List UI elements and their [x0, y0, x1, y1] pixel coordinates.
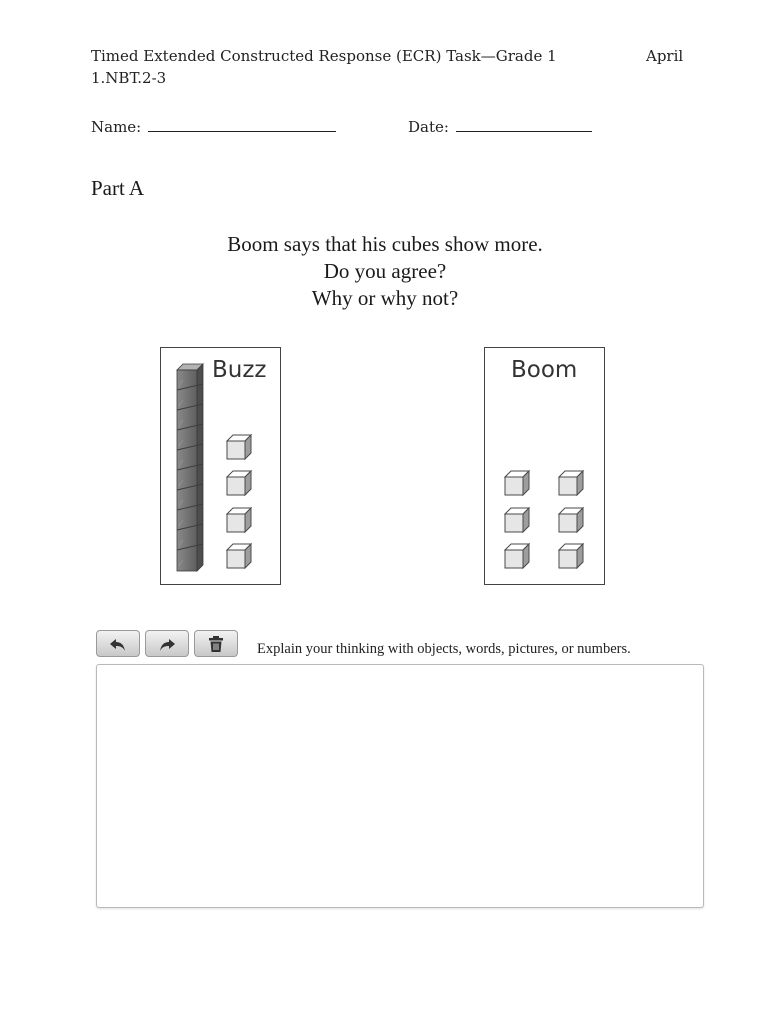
answer-drawing-area[interactable]: [96, 664, 704, 908]
unit-cube-icon: [225, 433, 253, 461]
month-label: April: [646, 47, 684, 65]
date-field[interactable]: [456, 117, 592, 132]
ten-rod-image: [174, 362, 204, 574]
trash-icon: [207, 635, 225, 653]
unit-cube-icon: [225, 506, 253, 534]
question-line-3: Why or why not?: [311, 286, 459, 310]
unit-cube-icon: [503, 542, 531, 570]
buzz-card: [160, 347, 281, 585]
name-field[interactable]: [148, 117, 336, 132]
unit-cube-icon: [557, 469, 585, 497]
part-title: Part A: [91, 176, 145, 200]
undo-button[interactable]: [96, 630, 140, 657]
boom-label: Boom: [511, 357, 578, 383]
redo-icon: [157, 636, 177, 652]
date-row: [408, 117, 592, 136]
unit-cube-icon: [557, 506, 585, 534]
trash-button[interactable]: [194, 630, 238, 657]
unit-cube-icon: [503, 469, 531, 497]
unit-cube-icon: [225, 542, 253, 570]
undo-icon: [108, 636, 128, 652]
task-title: Timed Extended Constructed Response (ECR) Task—Grade 1: [91, 47, 557, 65]
unit-cube-icon: [557, 542, 585, 570]
question-line-1: Boom says that his cubes show more.: [227, 232, 543, 256]
question-prompt: [0, 231, 770, 312]
question-line-2: Do you agree?: [323, 259, 447, 283]
standard-code: 1.NBT.2-3: [91, 69, 167, 87]
name-row: [91, 117, 336, 136]
name-label: Name:: [91, 118, 142, 136]
instructions-text: Explain your thinking with objects, words, pictures, or numbers.: [257, 641, 631, 657]
redo-button[interactable]: [145, 630, 189, 657]
unit-cube-icon: [503, 506, 531, 534]
boom-card: [484, 347, 605, 585]
date-label: Date:: [408, 118, 449, 136]
unit-cube-icon: [225, 469, 253, 497]
buzz-label: Buzz: [212, 357, 267, 383]
